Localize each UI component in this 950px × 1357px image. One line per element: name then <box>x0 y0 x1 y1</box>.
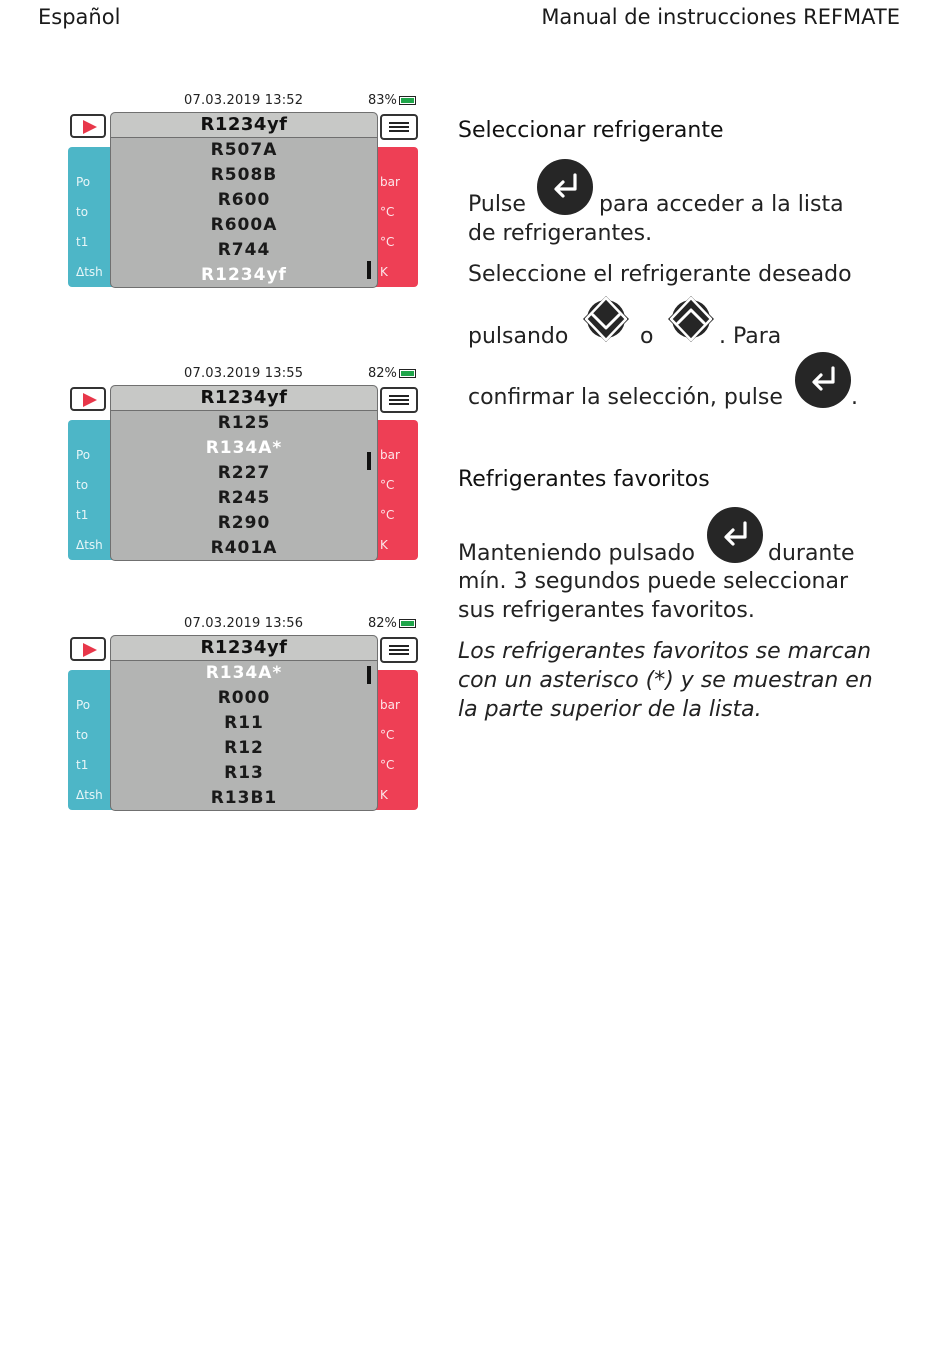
list-item[interactable]: R290 <box>217 513 271 533</box>
text-para: . Para <box>719 324 782 349</box>
play-button[interactable] <box>70 114 106 138</box>
refrigerant-dropdown[interactable] <box>110 385 378 561</box>
list-item[interactable]: R600A <box>210 215 278 235</box>
list-item[interactable]: R508B <box>210 165 278 185</box>
text-durante: durante <box>768 541 855 566</box>
device-screen-2 <box>68 365 420 565</box>
text-manteniendo: Manteniendo pulsado <box>458 541 695 566</box>
unit-c2: °C <box>380 508 395 522</box>
label-t1: t1 <box>76 235 89 249</box>
menu-button[interactable] <box>380 637 418 663</box>
text-pulse: Pulse <box>468 192 526 217</box>
nav-down-icon <box>580 293 632 345</box>
selected-refrigerant[interactable]: R1234yf <box>111 386 377 411</box>
unit-bar: bar <box>380 175 400 189</box>
list-item[interactable]: R000 <box>217 688 271 708</box>
scrollbar[interactable] <box>367 666 371 684</box>
list-item[interactable]: R600 <box>217 190 271 210</box>
unit-c1: °C <box>380 478 395 492</box>
list-item-selected[interactable]: R134A* <box>205 438 283 458</box>
note-line-3: la parte superior de la lista. <box>458 697 762 722</box>
section-title-favorites: Refrigerantes favoritos <box>458 467 710 492</box>
text-sus-favoritos: sus refrigerantes favoritos. <box>458 598 755 623</box>
unit-c2: °C <box>380 758 395 772</box>
label-po: Po <box>76 175 91 189</box>
list-item[interactable]: R11 <box>224 713 264 733</box>
list-item-selected[interactable]: R1234yf <box>201 265 287 285</box>
selected-refrigerant[interactable]: R1234yf <box>111 113 377 138</box>
text-confirmar: confirmar la selección, pulse <box>468 385 783 410</box>
note-line-2: con un asterisco (*) y se muestran en <box>458 668 873 693</box>
device-screen-1 <box>68 92 420 292</box>
label-po: Po <box>76 698 91 712</box>
header-manual-title: Manual de instrucciones REFMATE <box>541 5 900 29</box>
status-bar <box>68 615 420 633</box>
text-period: . <box>851 385 858 410</box>
battery-icon <box>399 96 416 105</box>
battery-icon <box>399 369 416 378</box>
list-item[interactable]: R13 <box>224 763 264 783</box>
label-to: to <box>76 478 89 492</box>
menu-button[interactable] <box>380 387 418 413</box>
scrollbar[interactable] <box>367 452 371 470</box>
unit-bar: bar <box>380 448 400 462</box>
list-item[interactable]: R13B1 <box>210 788 278 808</box>
status-bar <box>68 365 420 383</box>
label-t1: t1 <box>76 758 89 772</box>
unit-c2: °C <box>380 235 395 249</box>
enter-icon <box>795 352 851 408</box>
list-item[interactable]: R507A <box>210 140 278 160</box>
refrigerant-dropdown[interactable] <box>110 112 378 288</box>
battery-icon <box>399 619 416 628</box>
label-to: to <box>76 205 89 219</box>
note-line-1: Los refrigerantes favoritos se marcan <box>458 639 872 664</box>
text-min-3-segundos: mín. 3 segundos puede seleccionar <box>458 569 849 594</box>
battery-percent: 82% <box>368 366 397 381</box>
status-bar <box>68 92 420 110</box>
section-title-select: Seleccionar refrigerante <box>458 118 724 143</box>
scrollbar[interactable] <box>367 261 371 279</box>
refrigerant-dropdown[interactable] <box>110 635 378 811</box>
unit-c1: °C <box>380 205 395 219</box>
label-t1: t1 <box>76 508 89 522</box>
label-to: to <box>76 728 89 742</box>
list-item[interactable]: R744 <box>217 240 271 260</box>
unit-bar: bar <box>380 698 400 712</box>
unit-c1: °C <box>380 728 395 742</box>
label-po: Po <box>76 448 91 462</box>
list-item[interactable]: R401A <box>210 538 278 558</box>
menu-button[interactable] <box>380 114 418 140</box>
selected-refrigerant[interactable]: R1234yf <box>111 636 377 661</box>
status-datetime: 07.03.2019 13:56 <box>184 616 304 631</box>
text-de-refrigerantes: de refrigerantes. <box>468 221 653 246</box>
enter-icon <box>537 159 593 215</box>
text-para-acceder: para acceder a la lista <box>599 192 844 217</box>
list-item[interactable]: R227 <box>217 463 271 483</box>
unit-k: K <box>380 265 388 279</box>
label-dtsh: Δtsh <box>76 265 103 279</box>
text-seleccione: Seleccione el refrigerante deseado <box>468 262 852 287</box>
battery-percent: 83% <box>368 93 397 108</box>
text-o: o <box>640 324 654 349</box>
device-screen-3 <box>68 615 420 815</box>
battery-percent: 82% <box>368 616 397 631</box>
list-item[interactable]: R12 <box>224 738 264 758</box>
header-language: Español <box>38 5 121 29</box>
play-button[interactable] <box>70 387 106 411</box>
list-item[interactable]: R125 <box>217 413 271 433</box>
label-dtsh: Δtsh <box>76 788 103 802</box>
label-dtsh: Δtsh <box>76 538 103 552</box>
play-button[interactable] <box>70 637 106 661</box>
status-datetime: 07.03.2019 13:55 <box>184 366 304 381</box>
list-item-selected[interactable]: R134A* <box>205 663 283 683</box>
enter-icon <box>707 507 763 563</box>
status-datetime: 07.03.2019 13:52 <box>184 93 304 108</box>
nav-up-icon <box>665 293 717 345</box>
unit-k: K <box>380 538 388 552</box>
unit-k: K <box>380 788 388 802</box>
list-item[interactable]: R245 <box>217 488 271 508</box>
text-pulsando: pulsando <box>468 324 569 349</box>
